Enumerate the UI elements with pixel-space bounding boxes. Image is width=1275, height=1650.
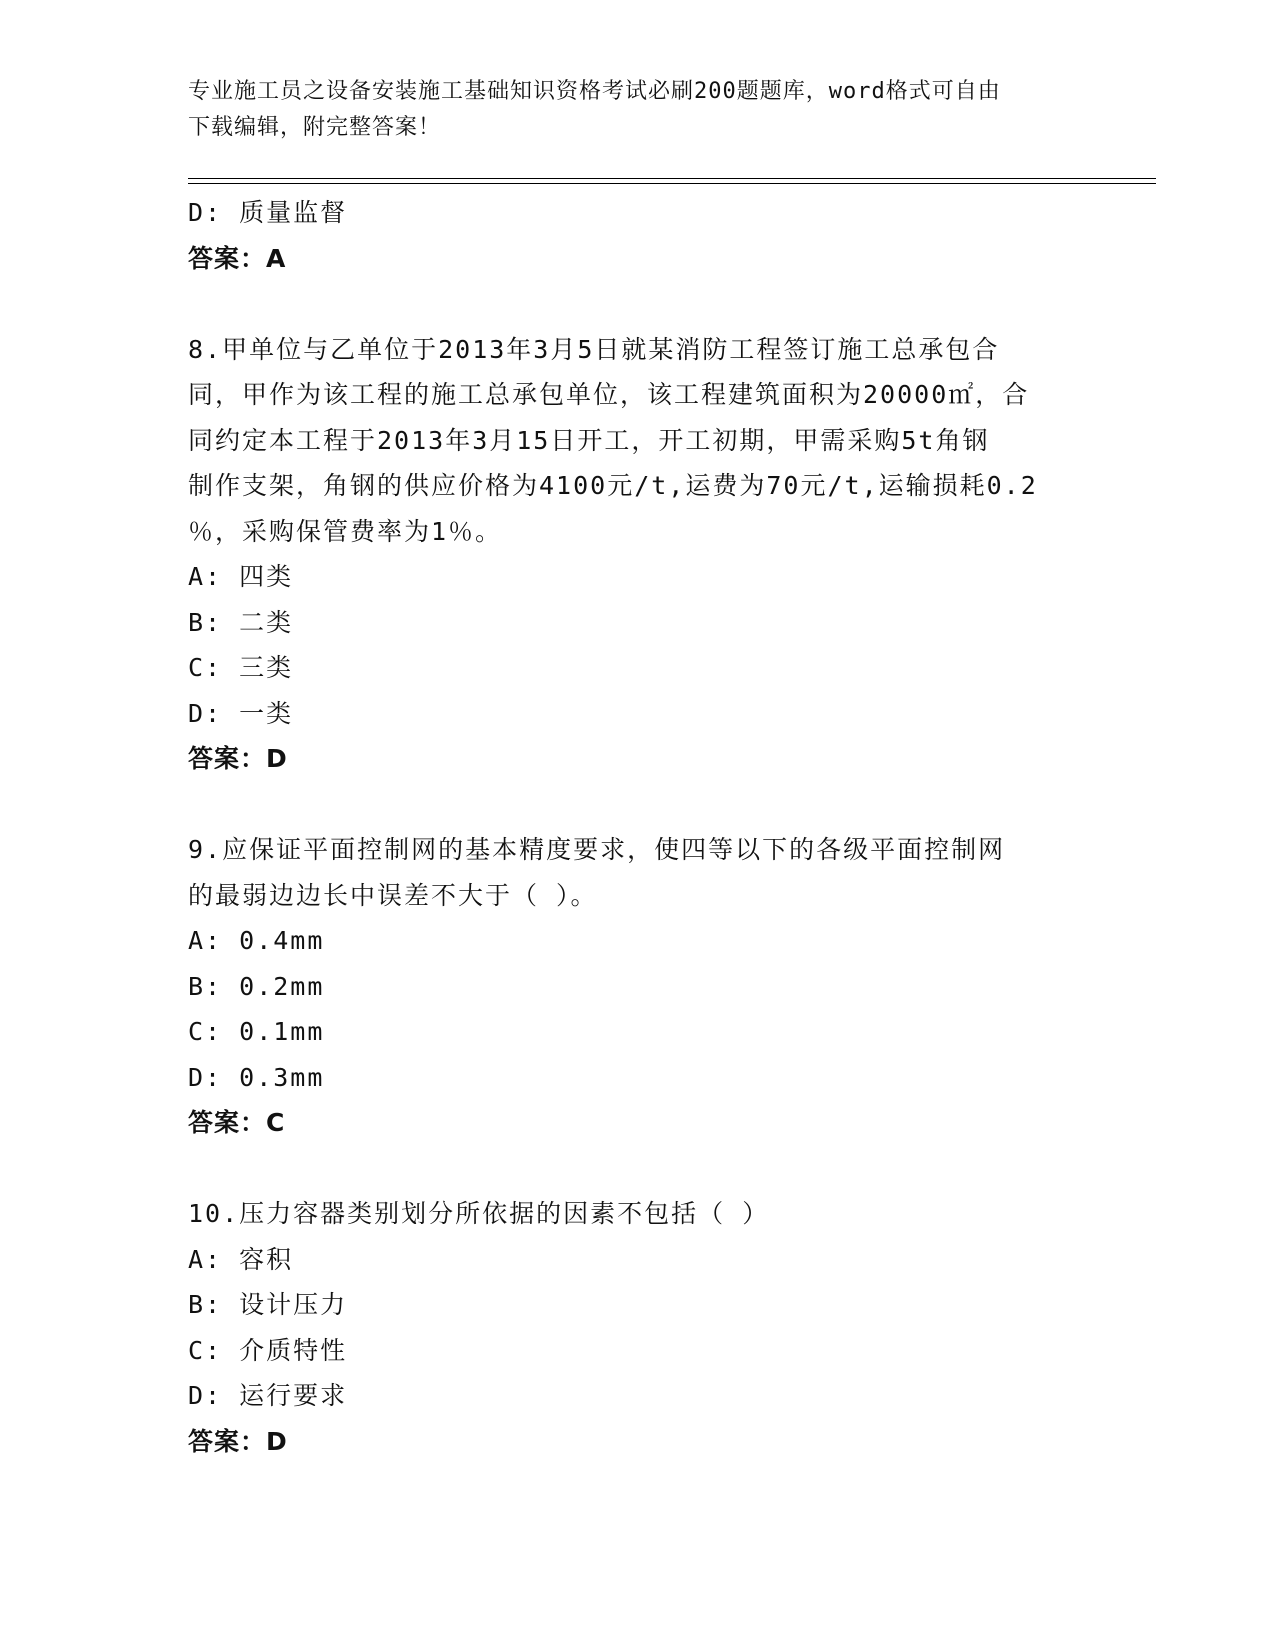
question-text-line: 8.甲单位与乙单位于2013年3月5日就某消防工程签订施工总承包合 xyxy=(188,334,1000,364)
option-b: B: 0.2mm xyxy=(188,971,325,1001)
question-10 xyxy=(188,1191,1088,1464)
spacer xyxy=(188,1146,1088,1192)
header-line-1: 专业施工员之设备安装施工基础知识资格考试必刷200题题库，word格式可自由 xyxy=(188,79,1001,104)
header-divider-top xyxy=(188,178,1156,179)
option-a: A: 四类 xyxy=(188,562,294,591)
option-c: C: 0.1mm xyxy=(188,1017,325,1046)
question-text-line: ％，采购保管费率为1％。 xyxy=(188,516,503,546)
option-c: C: 三类 xyxy=(188,653,294,682)
option-d: D: 运行要求 xyxy=(188,1381,348,1410)
answer: 答案：D xyxy=(188,744,288,773)
option-b: B: 设计压力 xyxy=(188,1290,348,1319)
header-divider-bottom xyxy=(188,183,1156,184)
document-header xyxy=(188,74,1088,146)
option-d: D: 质量监督 xyxy=(188,198,348,227)
option-d: D: 一类 xyxy=(188,698,294,728)
option-b: B: 二类 xyxy=(188,607,294,637)
question-9 xyxy=(188,827,1088,1146)
answer: 答案：C xyxy=(188,1108,286,1137)
answer: 答案：D xyxy=(188,1426,288,1456)
document-body xyxy=(188,190,1088,1464)
spacer xyxy=(188,782,1088,828)
question-text-line: 同约定本工程于2013年3月15日开工，开工初期，甲需采购5t角钢 xyxy=(188,425,990,455)
question-text-line: 制作支架，角钢的供应价格为4100元/t,运费为70元/t,运输损耗0.2 xyxy=(188,471,1038,500)
question-text-line: 的最弱边边长中误差不大于（ ）。 xyxy=(188,880,598,910)
answer: 答案：A xyxy=(188,243,287,273)
option-a: A: 0.4mm xyxy=(188,926,325,955)
header-line-2: 下载编辑，附完整答案！ xyxy=(188,115,442,140)
question-text-line: 10.压力容器类别划分所依据的因素不包括（ ） xyxy=(188,1199,770,1228)
option-c: C: 介质特性 xyxy=(188,1335,348,1365)
question-text-line: 同，甲作为该工程的施工总承包单位，该工程建筑面积为20000㎡，合 xyxy=(188,380,1030,409)
option-d: D: 0.3mm xyxy=(188,1062,325,1092)
option-a: A: 容积 xyxy=(188,1244,294,1274)
question-8 xyxy=(188,327,1088,782)
spacer xyxy=(188,281,1088,327)
question-text-line: 9.应保证平面控制网的基本精度要求，使四等以下的各级平面控制网 xyxy=(188,835,1006,864)
previous-question-tail xyxy=(188,190,1088,281)
